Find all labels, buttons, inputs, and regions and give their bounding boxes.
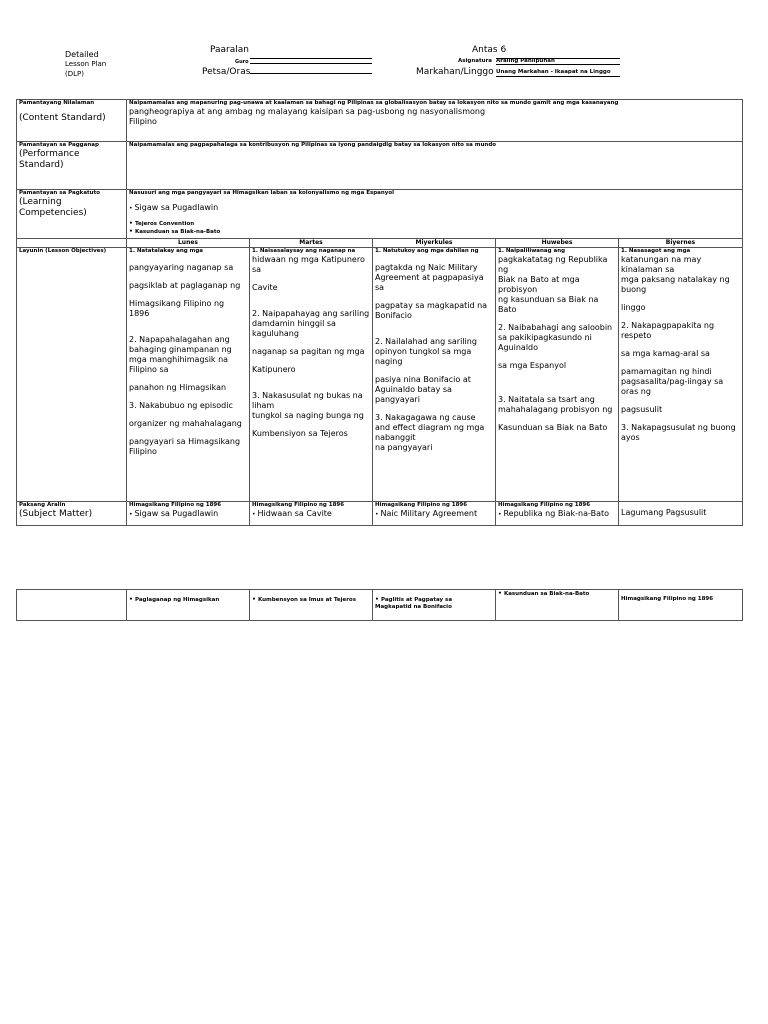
objectives-label: Layunin (Lesson Objectives) <box>19 248 107 254</box>
obj-miyerkules-c: pagpatay sa magkapatid na Bonifacio <box>375 301 488 320</box>
day-header-martes: Martes <box>250 239 373 248</box>
obj-huwebes-e: 2. Naibabahagi ang saloobin sa pakikipagkasundo ni Aguinaldo <box>498 323 613 352</box>
obj-huwebes-c: Biak na Bato at mga probisyon <box>498 275 580 294</box>
content-standard-line1: Naipamamalas ang mapanuring pag-unawa at kaalaman sa bahagi ng Pilipinas sa globalisasyon batay sa lokasyon nito sa mundo gamit ang mga kasanayang <box>129 100 619 106</box>
obj-huwebes-g: 3. Naitatala sa tsart ang mahahalagang probisyon ng <box>498 395 613 414</box>
subject-lunes-item: • Sigaw sa Pugadlawin <box>129 509 247 520</box>
continuation-biyernes <box>619 590 743 621</box>
competency-item-2: • Tejeros Convention <box>129 220 740 228</box>
asignatura-line <box>496 64 620 65</box>
objectives-martes <box>250 248 373 502</box>
day-header-biyernes: Biyernes <box>619 239 743 248</box>
obj-lunes-g: 3. Nakabubuo ng episodic <box>129 401 233 410</box>
subject-matter-label-tl: Paksang Aralin <box>19 502 66 508</box>
petsa-line <box>250 73 372 74</box>
dlp-title-line1: Detailed <box>65 50 99 59</box>
performance-standard-label <box>17 142 127 190</box>
days-header-empty <box>17 239 127 248</box>
objectives-miyerkules <box>373 248 496 502</box>
performance-standard-text <box>127 142 743 190</box>
obj-huwebes-a: 1. Naipaliliwanag ang <box>498 248 566 254</box>
subject-matter-row <box>17 502 743 526</box>
competencies-label <box>17 190 127 239</box>
competencies-label-en1: (Learning <box>19 197 62 207</box>
obj-lunes-a: 1. Natatalakay ang mga <box>129 248 203 254</box>
competency-item-1: • Sigaw sa Pugadlawin <box>129 203 740 214</box>
asignatura-label: Asignatura <box>458 58 492 64</box>
obj-huwebes-h: Kasunduan sa Biak na Bato <box>498 423 608 432</box>
performance-standard-line1: Naipamamalas ang pagpapahalaga sa kontribusyon ng Pilipinas sa iyong pandaigdig batay sa lokasyon nito sa mundo <box>129 142 497 148</box>
competencies-text <box>127 190 743 239</box>
obj-miyerkules-g: na pangyayari <box>375 443 433 452</box>
obj-lunes-b: pangyayaring naganap sa <box>129 263 234 272</box>
continuation-lunes <box>127 590 250 621</box>
continuation-martes-text: • Kumbensyon sa Imus at Tejeros <box>252 596 370 604</box>
competencies-row <box>17 190 743 239</box>
continuation-biyernes-text: Himagsikang Filipino ng 1896 <box>621 596 714 602</box>
obj-biyernes-a: 1. Nasasagot ang mga <box>621 248 691 254</box>
continuation-miyerkules <box>373 590 496 621</box>
continuation-miyerkules-text2: Magkapatid na Bonifacio <box>375 604 452 610</box>
subject-continuation-row <box>17 590 743 621</box>
obj-martes-i: Kumbensiyon sa Tejeros <box>252 429 348 438</box>
paaralan-line <box>250 58 372 59</box>
obj-biyernes-d: linggo <box>621 303 646 312</box>
obj-biyernes-g: pamamagitan ng hindi pagsasalita/pag-iingay sa oras ng <box>621 367 724 396</box>
obj-lunes-f: panahon ng Himagsikan <box>129 383 227 392</box>
standards-table <box>16 99 743 239</box>
obj-martes-e: naganap sa pagitan ng mga <box>252 347 365 356</box>
obj-lunes-i: pangyayari sa Himagsikang Filipino <box>129 437 241 456</box>
subject-miyerkules-head: Himagsikang Filipino ng 1896 <box>375 502 468 508</box>
objectives-huwebes <box>496 248 619 502</box>
obj-martes-d: 2. Naipapahayag ang sariling damdamin hinggil sa kaguluhang <box>252 309 370 338</box>
content-standard-label-tl: Pamantayang Nilalaman <box>19 100 95 106</box>
obj-lunes-d: Himagsikang Filipino ng 1896 <box>129 299 225 318</box>
subject-matter-label-en: (Subject Matter) <box>19 509 93 519</box>
obj-biyernes-c: mga paksang natalakay ng buong <box>621 275 730 294</box>
dlp-title-line3: (DLP) <box>65 70 84 78</box>
paaralan-label: Paaralan <box>210 45 249 55</box>
subject-martes-head: Himagsikang Filipino ng 1896 <box>252 502 345 508</box>
dlp-title-line2: Lesson Plan <box>65 60 107 68</box>
antas-label: Antas 6 <box>472 45 507 55</box>
obj-lunes-c: pagsiklab at paglaganap ng <box>129 281 241 290</box>
obj-martes-g: 3. Nakasusulat ng bukas na liham <box>252 391 363 410</box>
obj-miyerkules-f: 3. Nakagagawa ng cause and effect diagram ng mga nabanggit <box>375 413 485 442</box>
subject-matter-label-cell <box>17 502 127 526</box>
day-header-lunes: Lunes <box>127 239 250 248</box>
obj-martes-a: 1. Naisasalaysay ang naganap na <box>252 248 356 254</box>
objectives-lunes <box>127 248 250 502</box>
obj-huwebes-b: pagkakatatag ng Republika ng <box>498 255 608 274</box>
obj-biyernes-h: pagsusulit <box>621 405 663 414</box>
obj-martes-h: tungkol sa naging bunga ng <box>252 411 364 420</box>
subject-martes-item: • Hidwaan sa Cavite <box>252 509 370 520</box>
markahan-label: Markahan/Linggo <box>416 67 494 77</box>
obj-huwebes-d: ng kasunduan sa Biak na Bato <box>498 295 599 314</box>
subject-miyerkules-item: • Naic Military Agreement <box>375 509 493 520</box>
content-standard-row <box>17 100 743 142</box>
obj-martes-c: Cavite <box>252 283 278 292</box>
markahan-value: Unang Markahan - Ikaapat na Linggo <box>496 69 611 75</box>
performance-standard-label-tl: Pamantayan sa Pagganap <box>19 142 99 148</box>
petsa-label: Petsa/Oras <box>202 67 251 77</box>
markahan-line <box>496 76 620 77</box>
guro-label: Guro <box>235 59 249 65</box>
subject-continuation-table <box>16 589 743 621</box>
day-header-miyerkules: Miyerkules <box>373 239 496 248</box>
day-header-huwebes: Huwebes <box>496 239 619 248</box>
competencies-label-tl: Pamantayan sa Pagkatuto <box>19 190 101 196</box>
subject-miyerkules <box>373 502 496 526</box>
performance-standard-label-en1: (Performance <box>19 149 80 159</box>
obj-biyernes-e: 2. Nakapagpapakita ng respeto <box>621 321 715 340</box>
content-standard-text <box>127 100 743 142</box>
obj-miyerkules-d: 2. Nailalahad ang sariling opinyon tungkol sa mga naging <box>375 337 477 366</box>
obj-lunes-h: organizer ng mahahalagang <box>129 419 242 428</box>
competency-item-3: • Kasunduan sa Biak-na-Bato <box>129 228 740 236</box>
obj-biyernes-b: katanungan na may kinalaman sa <box>621 255 702 274</box>
obj-lunes-e: 2. Napapahalagahan ang bahaging ginampanan ng mga manghihimagsik na Filipino sa <box>129 335 232 374</box>
subject-biyernes <box>619 502 743 526</box>
competencies-line1: Nasusuri ang mga pangyayari sa Himagsikan laban sa kolonyalismo ng mga Espanyol <box>129 190 395 196</box>
continuation-miyerkules-text1: • Paglitis at Pagpatay sa <box>375 596 493 604</box>
obj-miyerkules-a: 1. Natutukoy ang mga dahilan ng <box>375 248 479 254</box>
obj-miyerkules-b: pagtakda ng Naic Military Agreement at pagpapasiya sa <box>375 263 484 292</box>
obj-martes-b: hidwaan ng mga Katipunero sa <box>252 255 365 274</box>
continuation-martes <box>250 590 373 621</box>
lesson-table <box>16 238 743 526</box>
continuation-lunes-text: • Paglaganap ng Himagsikan <box>129 596 247 604</box>
subject-biyernes-item: Lagumang Pagsusulit <box>621 508 707 517</box>
obj-biyernes-f: sa mga kamag-aral sa <box>621 349 710 358</box>
content-standard-label-en: (Content Standard) <box>19 113 106 123</box>
objectives-label-cell <box>17 248 127 502</box>
obj-huwebes-f: sa mga Espanyol <box>498 361 567 370</box>
performance-standard-row <box>17 142 743 190</box>
asignatura-value: Araling Panlipunan <box>496 58 555 64</box>
performance-standard-label-en2: Standard) <box>19 160 64 170</box>
obj-miyerkules-e: pasiya nina Bonifacio at Aguinaldo batay sa pangyayari <box>375 375 471 404</box>
subject-huwebes-item: • Republika ng Biak-na-Bato <box>498 509 616 520</box>
objectives-row <box>17 248 743 502</box>
subject-huwebes <box>496 502 619 526</box>
subject-huwebes-head: Himagsikang Filipino ng 1896 <box>498 502 591 508</box>
content-standard-label <box>17 100 127 142</box>
days-header-row <box>17 239 743 248</box>
subject-martes <box>250 502 373 526</box>
continuation-huwebes-text: • Kasunduan sa Biak-na-Bato <box>498 590 616 598</box>
obj-biyernes-i: 3. Nakapagsusulat ng buong ayos <box>621 423 736 442</box>
objectives-biyernes <box>619 248 743 502</box>
subject-lunes-head: Himagsikang Filipino ng 1896 <box>129 502 222 508</box>
obj-martes-f: Katipunero <box>252 365 296 374</box>
continuation-empty <box>17 590 127 621</box>
competencies-label-en2: Competencies) <box>19 208 87 218</box>
continuation-huwebes <box>496 590 619 621</box>
subject-lunes <box>127 502 250 526</box>
content-standard-line2: pangheograpiya at ang ambag ng malayang kaisipan sa pag-usbong ng nasyonalismong <box>129 107 486 116</box>
content-standard-line3: Filipino <box>129 117 157 126</box>
guro-line <box>250 63 372 64</box>
